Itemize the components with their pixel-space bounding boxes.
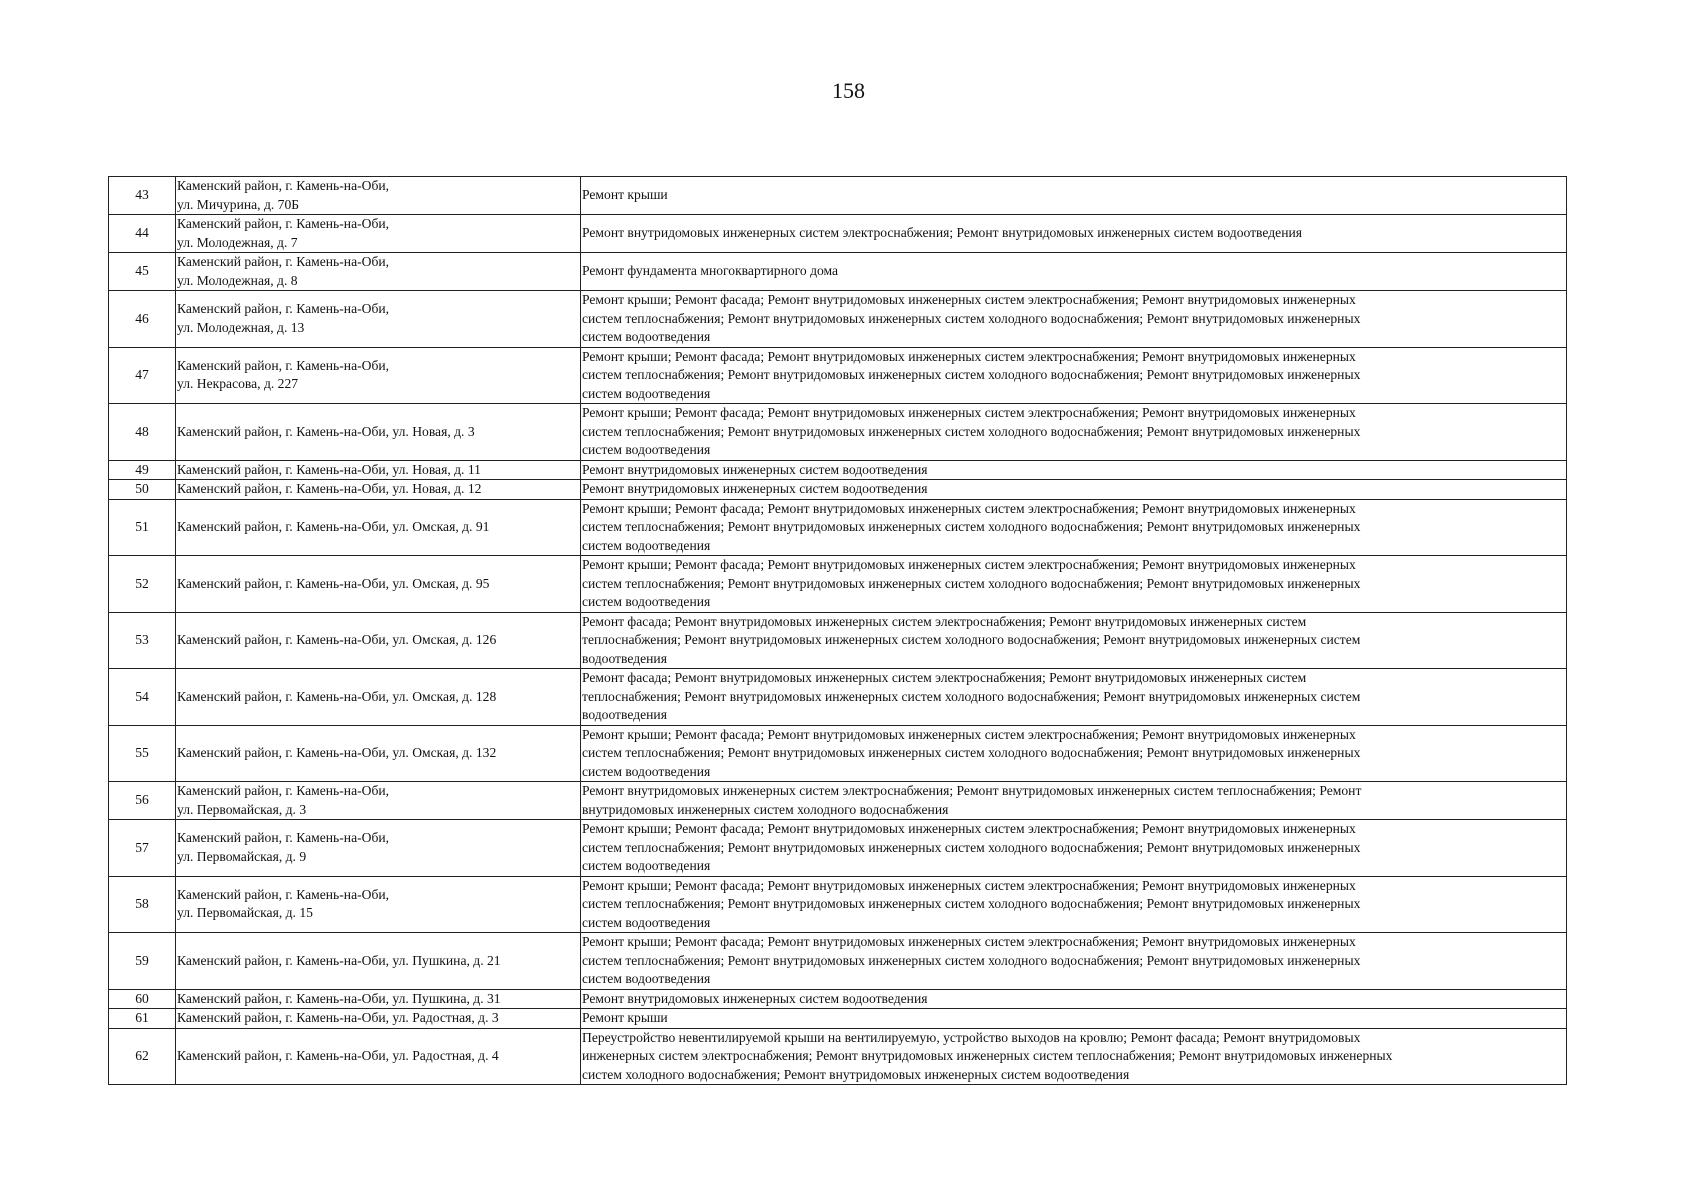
table-row [109,404,1567,461]
row-number-cell: 46 [109,291,176,348]
works-cell: Ремонт внутридомовых инженерных систем водоотведения [581,480,1567,500]
address-cell: Каменский район, г. Камень-на-Оби, ул. Молодежная, д. 8 [176,253,581,291]
row-number-cell: 51 [109,499,176,556]
works-cell: Ремонт крыши; Ремонт фасада; Ремонт внутридомовых инженерных систем электроснабжения; Ремонт внутридомовых инженерных систем теплоснабжения; Ремонт внутридомовых инженерных систем холодного водоснабжения; Ремонт внутридомовых инженерных систем водоотведения [581,556,1567,613]
works-cell: Ремонт крыши; Ремонт фасада; Ремонт внутридомовых инженерных систем электроснабжения; Ремонт внутридомовых инженерных систем теплоснабжения; Ремонт внутридомовых инженерных систем холодного водоснабжения; Ремонт внутридомовых инженерных систем водоотведения [581,404,1567,461]
row-number-cell: 53 [109,612,176,669]
table-row [109,989,1567,1009]
table-row [109,291,1567,348]
address-cell: Каменский район, г. Камень-на-Оби, ул. Первомайская, д. 9 [176,820,581,877]
works-cell: Ремонт внутридомовых инженерных систем водоотведения [581,989,1567,1009]
table-row [109,253,1567,291]
works-cell: Ремонт фундамента многоквартирного дома [581,253,1567,291]
works-cell: Ремонт крыши; Ремонт фасада; Ремонт внутридомовых инженерных систем электроснабжения; Ремонт внутридомовых инженерных систем теплоснабжения; Ремонт внутридомовых инженерных систем холодного водоснабжения; Ремонт внутридомовых инженерных систем водоотведения [581,347,1567,404]
works-cell: Ремонт крыши [581,177,1567,215]
row-number-cell: 60 [109,989,176,1009]
address-cell: Каменский район, г. Камень-на-Оби, ул. Некрасова, д. 227 [176,347,581,404]
table-row [109,782,1567,820]
address-cell: Каменский район, г. Камень-на-Оби, ул. Новая, д. 3 [176,404,581,461]
address-cell: Каменский район, г. Камень-на-Оби, ул. Молодежная, д. 7 [176,215,581,253]
row-number-cell: 55 [109,725,176,782]
address-cell: Каменский район, г. Камень-на-Оби, ул. Молодежная, д. 13 [176,291,581,348]
table-row [109,499,1567,556]
repair-works-table-body [109,177,1567,1085]
table-row [109,1028,1567,1085]
row-number-cell: 57 [109,820,176,877]
address-cell: Каменский район, г. Камень-на-Оби, ул. Радостная, д. 3 [176,1009,581,1029]
table-row [109,1009,1567,1029]
table-row [109,215,1567,253]
table-row [109,347,1567,404]
address-cell: Каменский район, г. Камень-на-Оби, ул. Радостная, д. 4 [176,1028,581,1085]
table-row [109,177,1567,215]
address-cell: Каменский район, г. Камень-на-Оби, ул. Пушкина, д. 21 [176,933,581,990]
table-row [109,460,1567,480]
row-number-cell: 44 [109,215,176,253]
works-cell: Ремонт фасада; Ремонт внутридомовых инженерных систем электроснабжения; Ремонт внутридомовых инженерных систем теплоснабжения; Ремонт внутридомовых инженерных систем холодного водоснабжения; Ремонт внутридомовых инженерных систем водоотведения [581,612,1567,669]
address-cell: Каменский район, г. Камень-на-Оби, ул. Новая, д. 11 [176,460,581,480]
address-cell: Каменский район, г. Камень-на-Оби, ул. Омская, д. 132 [176,725,581,782]
row-number-cell: 50 [109,480,176,500]
address-cell: Каменский район, г. Камень-на-Оби, ул. Новая, д. 12 [176,480,581,500]
row-number-cell: 49 [109,460,176,480]
row-number-cell: 54 [109,669,176,726]
works-cell: Ремонт крыши; Ремонт фасада; Ремонт внутридомовых инженерных систем электроснабжения; Ремонт внутридомовых инженерных систем теплоснабжения; Ремонт внутридомовых инженерных систем холодного водоснабжения; Ремонт внутридомовых инженерных систем водоотведения [581,499,1567,556]
table-row [109,725,1567,782]
row-number-cell: 62 [109,1028,176,1085]
works-cell: Ремонт крыши; Ремонт фасада; Ремонт внутридомовых инженерных систем электроснабжения; Ремонт внутридомовых инженерных систем теплоснабжения; Ремонт внутридомовых инженерных систем холодного водоснабжения; Ремонт внутридомовых инженерных систем водоотведения [581,725,1567,782]
row-number-cell: 56 [109,782,176,820]
row-number-cell: 52 [109,556,176,613]
works-cell: Ремонт крыши; Ремонт фасада; Ремонт внутридомовых инженерных систем электроснабжения; Ремонт внутридомовых инженерных систем теплоснабжения; Ремонт внутридомовых инженерных систем холодного водоснабжения; Ремонт внутридомовых инженерных систем водоотведения [581,933,1567,990]
table-row [109,820,1567,877]
works-cell: Переустройство невентилируемой крыши на вентилируемую, устройство выходов на кровлю; Ремонт фасада; Ремонт внутридомовых инженерных систем электроснабжения; Ремонт внутридомовых инженерных систем теплоснабжения; Ремонт внутридомовых инженерных систем холодного водоснабжения; Ремонт внутридомовых инженерных систем водоотведения [581,1028,1567,1085]
row-number-cell: 48 [109,404,176,461]
repair-works-table [108,176,1567,1085]
address-cell: Каменский район, г. Камень-на-Оби, ул. Омская, д. 95 [176,556,581,613]
address-cell: Каменский район, г. Камень-на-Оби, ул. Первомайская, д. 15 [176,876,581,933]
works-cell: Ремонт крыши [581,1009,1567,1029]
address-cell: Каменский район, г. Камень-на-Оби, ул. Первомайская, д. 3 [176,782,581,820]
table-row [109,876,1567,933]
works-cell: Ремонт крыши; Ремонт фасада; Ремонт внутридомовых инженерных систем электроснабжения; Ремонт внутридомовых инженерных систем теплоснабжения; Ремонт внутридомовых инженерных систем холодного водоснабжения; Ремонт внутридомовых инженерных систем водоотведения [581,876,1567,933]
works-cell: Ремонт фасада; Ремонт внутридомовых инженерных систем электроснабжения; Ремонт внутридомовых инженерных систем теплоснабжения; Ремонт внутридомовых инженерных систем холодного водоснабжения; Ремонт внутридомовых инженерных систем водоотведения [581,669,1567,726]
page-number: 158 [832,78,865,103]
address-cell: Каменский район, г. Камень-на-Оби, ул. Пушкина, д. 31 [176,989,581,1009]
address-cell: Каменский район, г. Камень-на-Оби, ул. Омская, д. 126 [176,612,581,669]
works-cell: Ремонт внутридомовых инженерных систем электроснабжения; Ремонт внутридомовых инженерных систем водоотведения [581,215,1567,253]
table-row [109,669,1567,726]
row-number-cell: 45 [109,253,176,291]
table-row [109,933,1567,990]
table-row [109,556,1567,613]
works-cell: Ремонт крыши; Ремонт фасада; Ремонт внутридомовых инженерных систем электроснабжения; Ремонт внутридомовых инженерных систем теплоснабжения; Ремонт внутридомовых инженерных систем холодного водоснабжения; Ремонт внутридомовых инженерных систем водоотведения [581,820,1567,877]
works-cell: Ремонт внутридомовых инженерных систем электроснабжения; Ремонт внутридомовых инженерных систем теплоснабжения; Ремонт внутридомовых инженерных систем холодного водоснабжения [581,782,1567,820]
works-cell: Ремонт внутридомовых инженерных систем водоотведения [581,460,1567,480]
address-cell: Каменский район, г. Камень-на-Оби, ул. Омская, д. 128 [176,669,581,726]
row-number-cell: 59 [109,933,176,990]
row-number-cell: 58 [109,876,176,933]
row-number-cell: 61 [109,1009,176,1029]
row-number-cell: 43 [109,177,176,215]
works-cell: Ремонт крыши; Ремонт фасада; Ремонт внутридомовых инженерных систем электроснабжения; Ремонт внутридомовых инженерных систем теплоснабжения; Ремонт внутридомовых инженерных систем холодного водоснабжения; Ремонт внутридомовых инженерных систем водоотведения [581,291,1567,348]
address-cell: Каменский район, г. Камень-на-Оби, ул. Омская, д. 91 [176,499,581,556]
table-row [109,612,1567,669]
table-row [109,480,1567,500]
row-number-cell: 47 [109,347,176,404]
address-cell: Каменский район, г. Камень-на-Оби, ул. Мичурина, д. 70Б [176,177,581,215]
